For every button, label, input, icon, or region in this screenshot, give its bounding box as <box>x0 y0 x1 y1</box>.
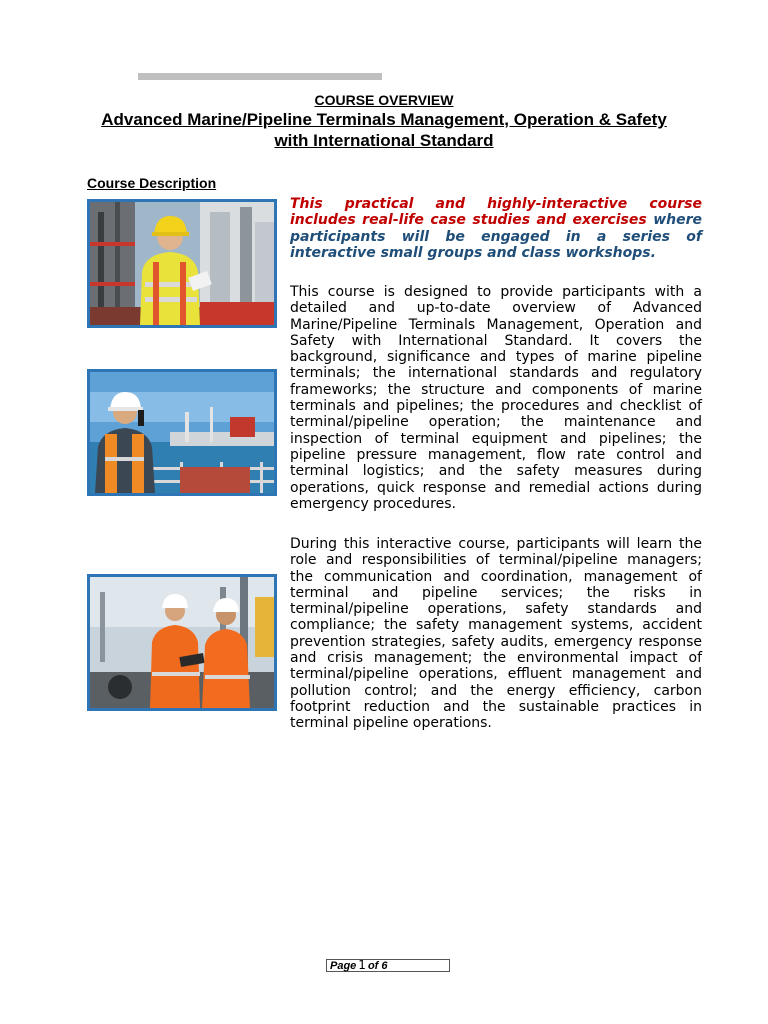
intro-highlight: This practical and highly-interactive course includes real-life case studies and exercises <box>290 196 702 229</box>
photo-two-workers-coveralls <box>87 574 277 711</box>
photo-worker-with-tablet <box>87 199 277 328</box>
course-overview-heading: COURSE OVERVIEW <box>314 92 454 108</box>
header-rule <box>138 73 382 80</box>
photo-worker-with-radio <box>87 369 277 496</box>
course-title: Advanced Marine/Pipeline Terminals Management, Operation & Safety with International Standard <box>101 110 667 150</box>
page-label: Page <box>330 960 357 972</box>
page-number: 1 <box>358 958 366 972</box>
page-indicator <box>326 959 450 972</box>
description-paragraph-1: This course is designed to provide participants with a detailed and up-to-date overview of Advanced Marine/Pipeline Terminals Management, Operation and Safety with International Standard. It covers the background, significance and types of marine pipeline terminals; the international standards and regulatory frameworks; the structure and components of marine terminals and pipelines; the procedures and checklist of terminal/pipeline operation; the maintenance and inspection of terminal equipment and pipelines; the pipeline pressure management, flow rate control and terminal logistics; and the safety measures during operations, quick response and remedial actions during emergency procedures. <box>290 284 702 512</box>
course-description-heading: Course Description <box>87 175 217 191</box>
course-intro <box>290 196 702 261</box>
page-total: of 6 <box>367 960 388 972</box>
intro-continuation: where participants will be engaged in a series of interactive small groups and class workshops. <box>290 212 702 261</box>
description-paragraph-2: During this interactive course, participants will learn the role and responsibilities of terminal/pipeline managers; the communication and coordination, management of terminal and pipeline services; the risks in terminal/pipeline operations, safety standards and compliance; the safety management systems, accident prevention strategies, safety audits, emergency response and crisis management; the environmental impact of terminal/pipeline operations, effluent management and pollution control; and the energy efficiency, carbon footprint reduction and the sustainable practices in terminal pipeline operations. <box>290 536 702 732</box>
